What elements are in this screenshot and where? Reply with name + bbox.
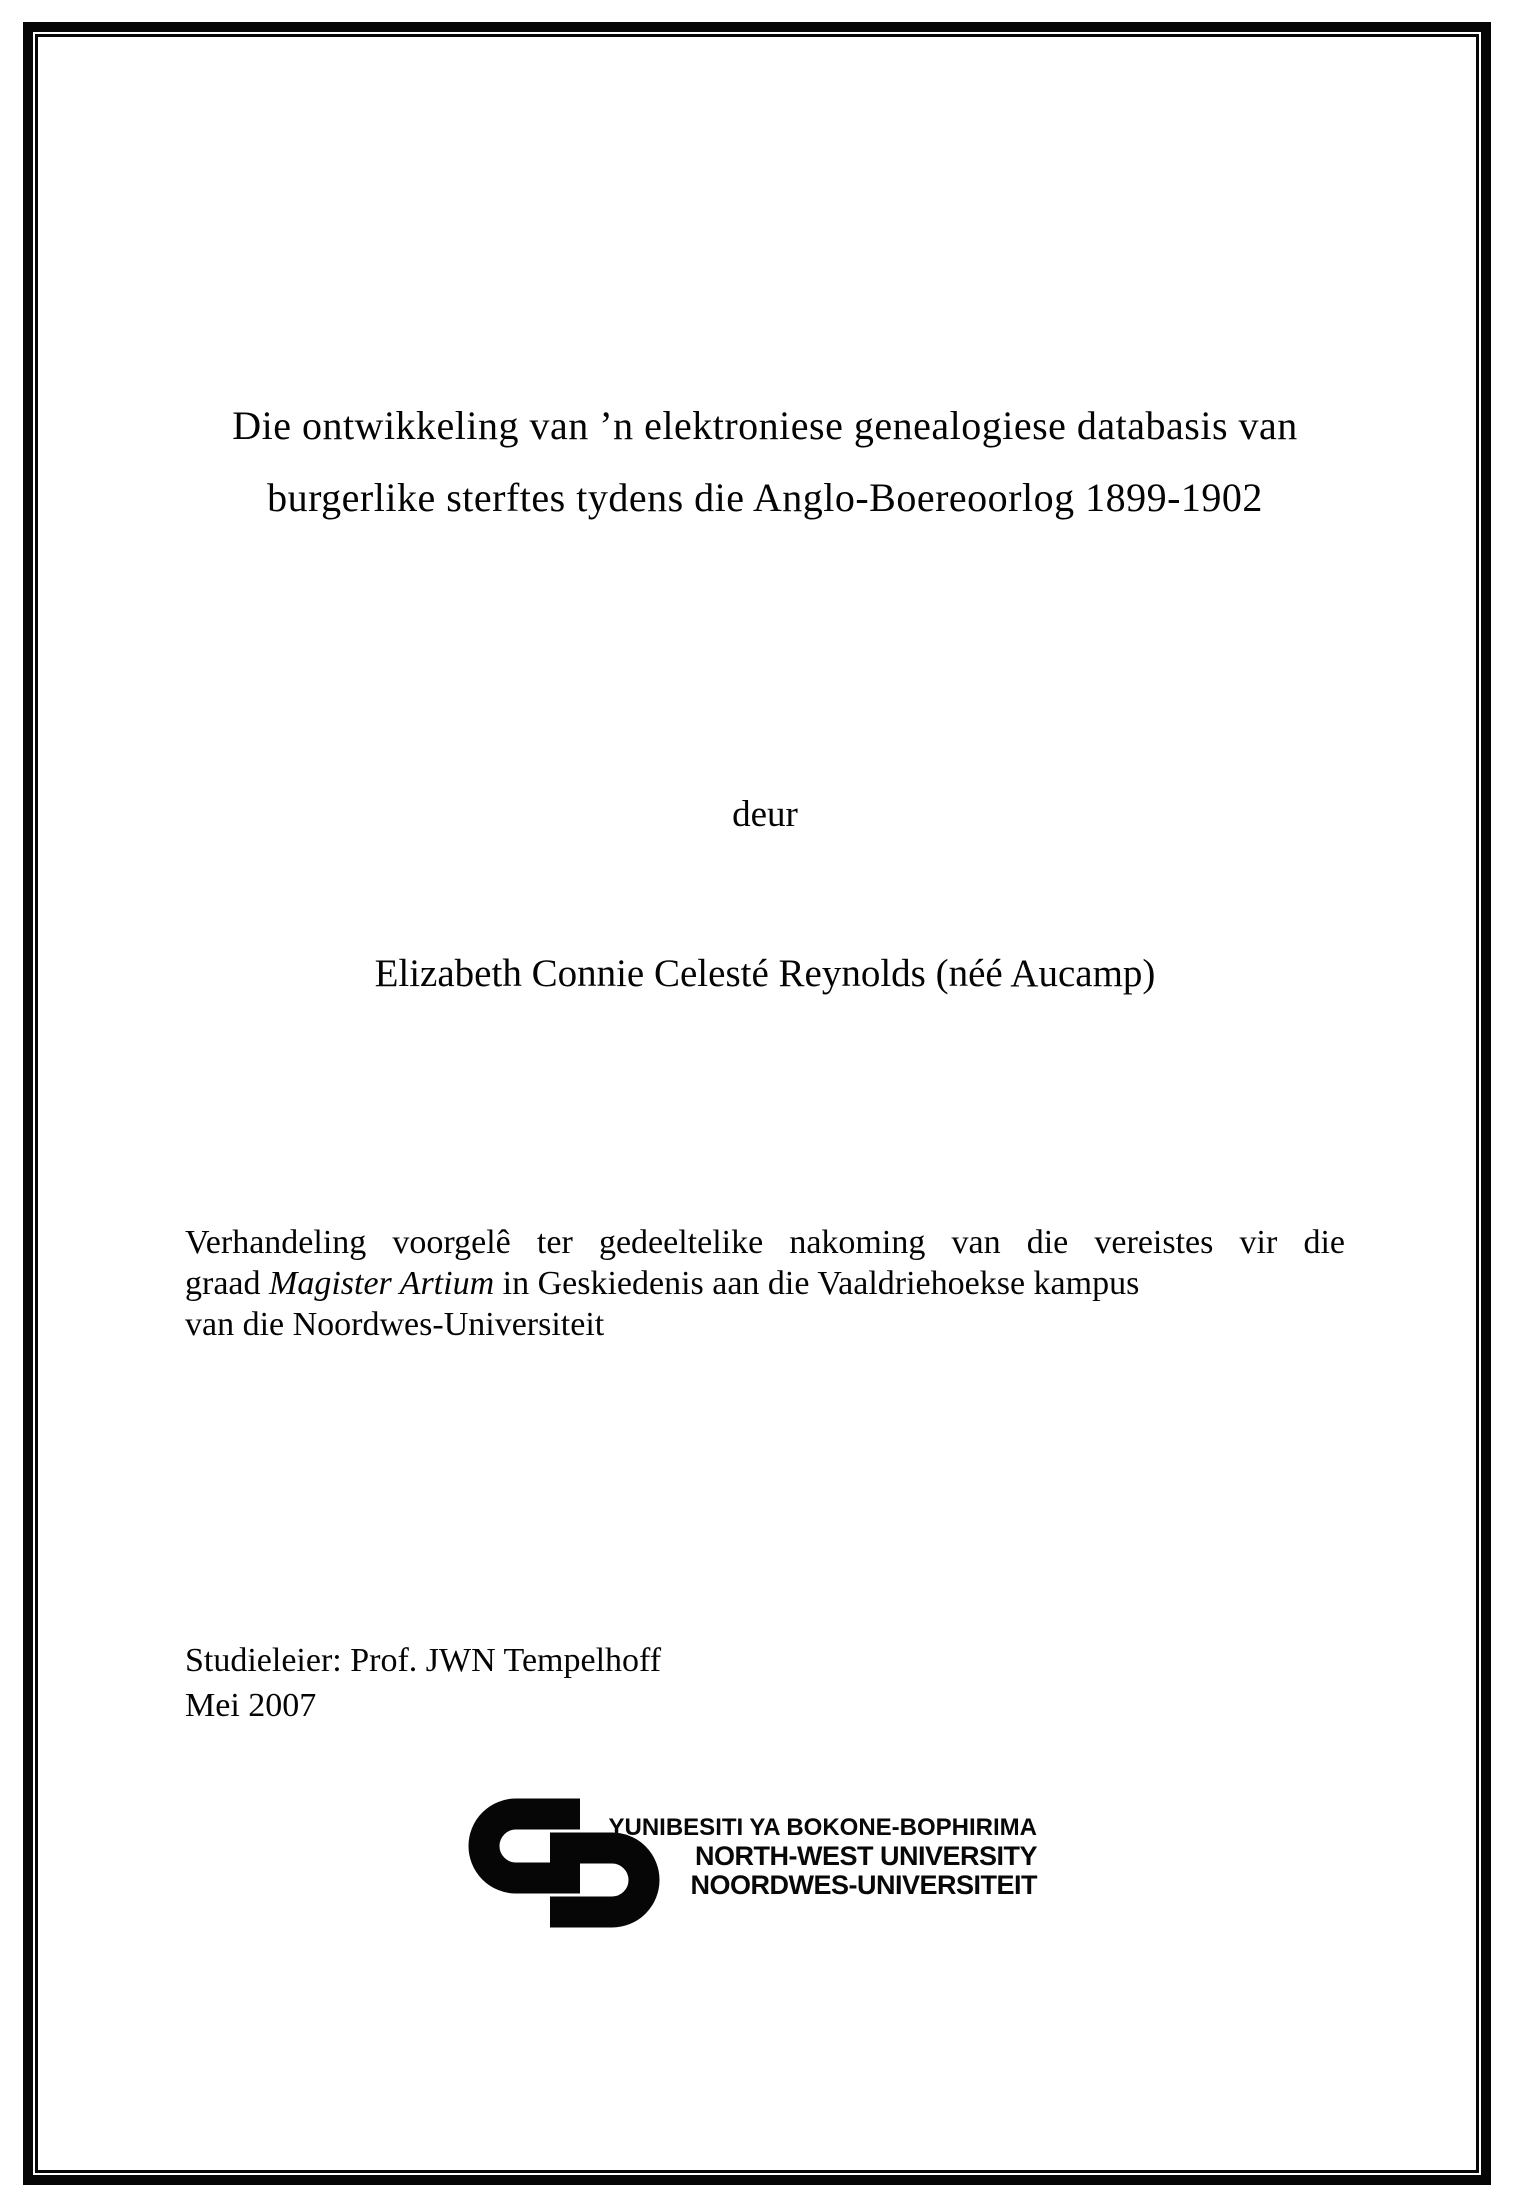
- degree-declaration: [185, 1222, 1345, 1345]
- university-name-afrikaans: NOORDWES-UNIVERSITEIT: [690, 1870, 1037, 1900]
- byline-label: deur: [732, 794, 798, 835]
- declaration-line-2-post: in Geskiedenis aan die Vaaldriehoekse kampus: [494, 1265, 1140, 1302]
- degree-name-italic: Magister Artium: [269, 1265, 495, 1302]
- declaration-line-2: [185, 1263, 1345, 1304]
- author-name: Elizabeth Connie Celesté Reynolds (néé Aucamp): [374, 952, 1156, 995]
- university-name-english: NORTH-WEST UNIVERSITY: [694, 1841, 1037, 1871]
- thesis-title: [185, 390, 1345, 534]
- supervisor-and-date: [185, 1638, 1345, 1728]
- declaration-line-3: van die Noordwes-Universiteit: [185, 1306, 605, 1343]
- date-line: Mei 2007: [185, 1687, 317, 1724]
- university-logo-text: [585, 1813, 1037, 1900]
- thesis-title-line-2: burgerlike sterftes tydens die Anglo-Boereoorlog 1899-1902: [267, 475, 1263, 520]
- supervisor-line: Studieleier: Prof. JWN Tempelhoff: [185, 1642, 662, 1679]
- declaration-line-2-pre: graad: [185, 1265, 270, 1302]
- declaration-line-1: Verhandeling voorgelê ter gedeeltelike nakoming van die vereistes vir die: [185, 1224, 1345, 1261]
- thesis-title-line-1: Die ontwikkeling van ’n elektroniese genealogiese databasis van: [232, 403, 1298, 448]
- university-name-setswana: YUNIBESITI YA BOKONE-BOPHIRIMA: [608, 1814, 1037, 1841]
